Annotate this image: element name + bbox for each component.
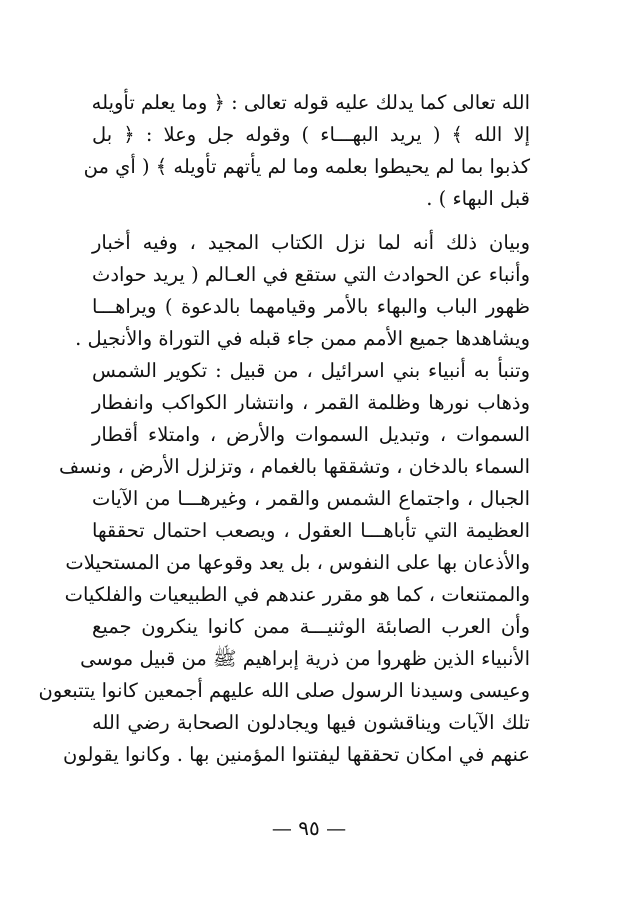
text-line: وذهاب نورها وظلمة القمر ، وانتشار الكواكب وانفطار [92,391,530,414]
text-line: السماء بالدخان ، وتشققها بالغمام ، وتزلزل الأرض ، ونسف [59,455,530,478]
text-line: وبيان ذلك أنه لما نزل الكتاب المجيد ، وفيه أخبار [92,231,530,254]
page-number: — ٩٥ — [271,816,347,840]
text-line: قبل البهاء ) . [426,187,530,210]
text-line: والأذعان بها على النفوس ، بل يعد وقوعها من المستحيلات [65,551,530,574]
text-line: وتنبأ به أنبياء بني اسرائيل ، من قبيل : تكوير الشمس [92,359,530,382]
text-line: إلا الله ﴾ ( يريد البهـــاء ) وقوله جل وعلا : ﴿ بل [92,123,530,146]
text-line: وعيسى وسيدنا الرسول صلى الله عليهم أجمعين كانوا يتتبعون [38,679,530,702]
text-line: ويشاهدها جميع الأمم ممن جاء قبله في التوراة والأنجيل . [75,327,530,350]
text-line: الأنبياء الذين ظهروا من ذرية إبراهيم ﷺ من قبيل موسى [80,647,530,670]
text-line: تلك الآيات ويناقشون فيها ويجادلون الصحابة رضي الله [92,711,530,734]
text-line: والممتنعات ، كما هو مقرر عندهم في الطبيعيات والفلكيات [64,583,530,606]
text-line: السموات ، وتبديل السموات والأرض ، وامتلاء أقطار [92,423,530,446]
text-line: العظيمة التي تأباهـــا العقول ، ويصعب احتمال تحققها [92,519,530,542]
text-line: وأنباء عن الحوادث التي ستقع في العـالم ( يريد حوادث [92,263,530,286]
text-line: الجبال ، واجتماع الشمس والقمر ، وغيرهـــا من الآيات [92,487,530,510]
text-line: عنهم في امكان تحققها ليفتنوا المؤمنين بها . وكانوا يقولون [63,743,530,766]
text-line: الله تعالى كما يدلك عليه قوله تعالى : ﴿ وما يعلم تأويله [91,91,530,114]
text-line: وأن العرب الصابئة الوثنيـــة ممن كانوا ينكرون جميع [92,615,530,638]
text-line: كذبوا بما لم يحيطوا بعلمه وما لم يأتهم تأويله ﴾ ( أي من [83,155,530,178]
text-line: ظهور الباب والبهاء بالأمر وقيامهما بالدعوة ) ويراهـــا [92,295,530,318]
